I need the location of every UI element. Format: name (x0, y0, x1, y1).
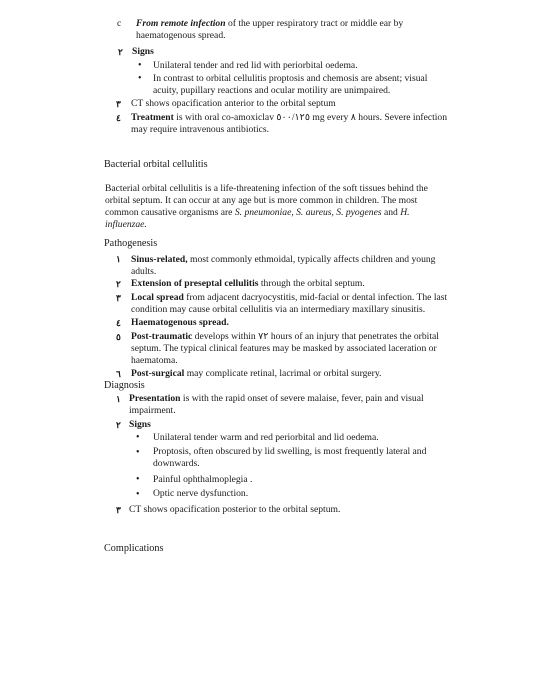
intro-line-4: influenzae. (105, 219, 147, 230)
presentation-line2: impairment. (129, 405, 176, 416)
orbital-sign-1: Unilateral tender warm and red periorbital and lid oedema. (153, 432, 379, 443)
pathogenesis-item-2 (131, 278, 365, 289)
pathogenesis-item-1 (131, 254, 435, 265)
bullet-icon: • (136, 432, 140, 443)
preseptal-ct: CT shows opacification anterior to the orbital septum (131, 98, 336, 109)
treatment-bold: Treatment (131, 112, 174, 123)
intro-line-3 (105, 207, 410, 218)
treatment-rest: is with oral co-amoxiclav ٥٠٠/١٢٥ mg every ٨ hours. Severe infection (173, 112, 448, 123)
pathogenesis-item-5-cont: septum. The typical clinical features may be masked by associated laceration or (131, 343, 437, 354)
pathogenesis-item-2-bold: Extension of preseptal cellulitis (131, 278, 259, 289)
pathogenesis-item-6-bold: Post-surgical (131, 368, 185, 379)
pathogenesis-item-2-rest: through the orbital septum. (258, 278, 365, 289)
item-c-letter: c (117, 18, 122, 29)
pathogenesis-number-3: ٣ (116, 293, 121, 303)
treatment-line1 (131, 112, 447, 123)
orbital-sign-4: Optic nerve dysfunction. (153, 488, 249, 499)
pathogenesis-item-3-bold: Local spread (131, 292, 184, 303)
treatment-line2: may require intravenous antibiotics. (131, 124, 270, 135)
diagnosis-heading: Diagnosis (104, 380, 145, 391)
pathogenesis-item-5-cont2: haematoma. (131, 355, 178, 366)
pathogenesis-item-1-cont: adults. (131, 266, 157, 277)
diagnosis-signs-number: ٢ (116, 420, 121, 430)
pathogenesis-heading: Pathogenesis (104, 238, 158, 249)
intro-organisms: S. pneumoniae, S. aureus, S. pyogenes (234, 207, 382, 218)
pathogenesis-item-6 (131, 368, 381, 379)
presentation-line1 (129, 393, 424, 404)
bullet-icon: • (138, 73, 142, 84)
preseptal-sign-1: Unilateral tender and red lid with periorbital oedema. (153, 60, 358, 71)
pathogenesis-number-1: ١ (116, 254, 121, 264)
pathogenesis-item-6-rest: may complicate retinal, lacrimal or orbital surgery. (184, 368, 382, 379)
item-c-line1 (136, 18, 403, 29)
signs-heading: Signs (132, 46, 154, 57)
orbital-ct-number: ٣ (116, 505, 121, 515)
pathogenesis-number-6: ٦ (116, 369, 121, 379)
intro-and: and (381, 207, 401, 218)
item-c-rest: of the upper respiratory tract or middle ear by (225, 18, 404, 29)
treatment-number: ٤ (116, 113, 121, 123)
intro-line-3-lead: common causative organisms are (105, 207, 235, 218)
ct-number: ٣ (116, 99, 121, 109)
bullet-icon: • (138, 60, 142, 71)
pathogenesis-item-5-rest: develops within ٧٢ hours of an injury that penetrates the orbital (192, 331, 439, 342)
item-c-line2: haematogenous spread. (136, 30, 226, 41)
bullet-icon: • (136, 447, 140, 458)
bullet-icon: • (136, 489, 140, 500)
pathogenesis-item-4-bold: Haematogenous spread. (131, 317, 229, 328)
orbital-sign-2: Proptosis, often obscured by lid swelling, is most frequently lateral and (153, 446, 427, 457)
diagnosis-signs-heading: Signs (129, 419, 151, 430)
pathogenesis-item-1-rest: most commonly ethmoidal, typically affects children and young (187, 254, 436, 265)
presentation-number: ١ (116, 394, 121, 404)
pathogenesis-item-3-rest: from adjacent dacryocystitis, mid-facial or dental infection. The last (183, 292, 448, 303)
preseptal-sign-2-cont: acuity, pupillary reactions and ocular motility are unimpaired. (153, 85, 391, 96)
bullet-icon: • (136, 474, 140, 485)
orbital-sign-3: Painful ophthalmoplegia . (153, 474, 253, 485)
pathogenesis-item-5-bold: Post-traumatic (131, 331, 193, 342)
pathogenesis-item-5 (131, 331, 439, 342)
intro-line-1: Bacterial orbital cellulitis is a life-threatening infection of the soft tissues behind the (105, 183, 428, 194)
signs-number: ٢ (118, 47, 123, 57)
intro-line-2: orbital septum. It can occur at any age but is more common in children. The most (105, 195, 418, 206)
pathogenesis-number-2: ٢ (116, 279, 121, 289)
pathogenesis-item-1-bold: Sinus-related, (131, 254, 188, 265)
preseptal-sign-2: In contrast to orbital cellulitis proptosis and chemosis are absent; visual (153, 73, 428, 84)
pathogenesis-item-3-cont: condition may cause orbital cellulitis via an intermediary maxillary sinusitis. (131, 304, 426, 315)
pathogenesis-item-4 (131, 317, 229, 328)
pathogenesis-number-4: ٤ (116, 318, 121, 328)
pathogenesis-item-3 (131, 292, 447, 303)
item-c-lead: From remote infection (136, 18, 226, 29)
section-title: Bacterial orbital cellulitis (104, 159, 208, 170)
presentation-rest: is with the rapid onset of severe malaise, fever, pain and visual (180, 393, 424, 404)
pathogenesis-number-5: ٥ (116, 332, 121, 342)
complications-heading: Complications (104, 543, 164, 554)
presentation-bold: Presentation (129, 393, 181, 404)
intro-h: H. (400, 207, 410, 218)
orbital-sign-2-cont: downwards. (153, 458, 200, 469)
orbital-ct: CT shows opacification posterior to the orbital septum. (129, 504, 341, 515)
